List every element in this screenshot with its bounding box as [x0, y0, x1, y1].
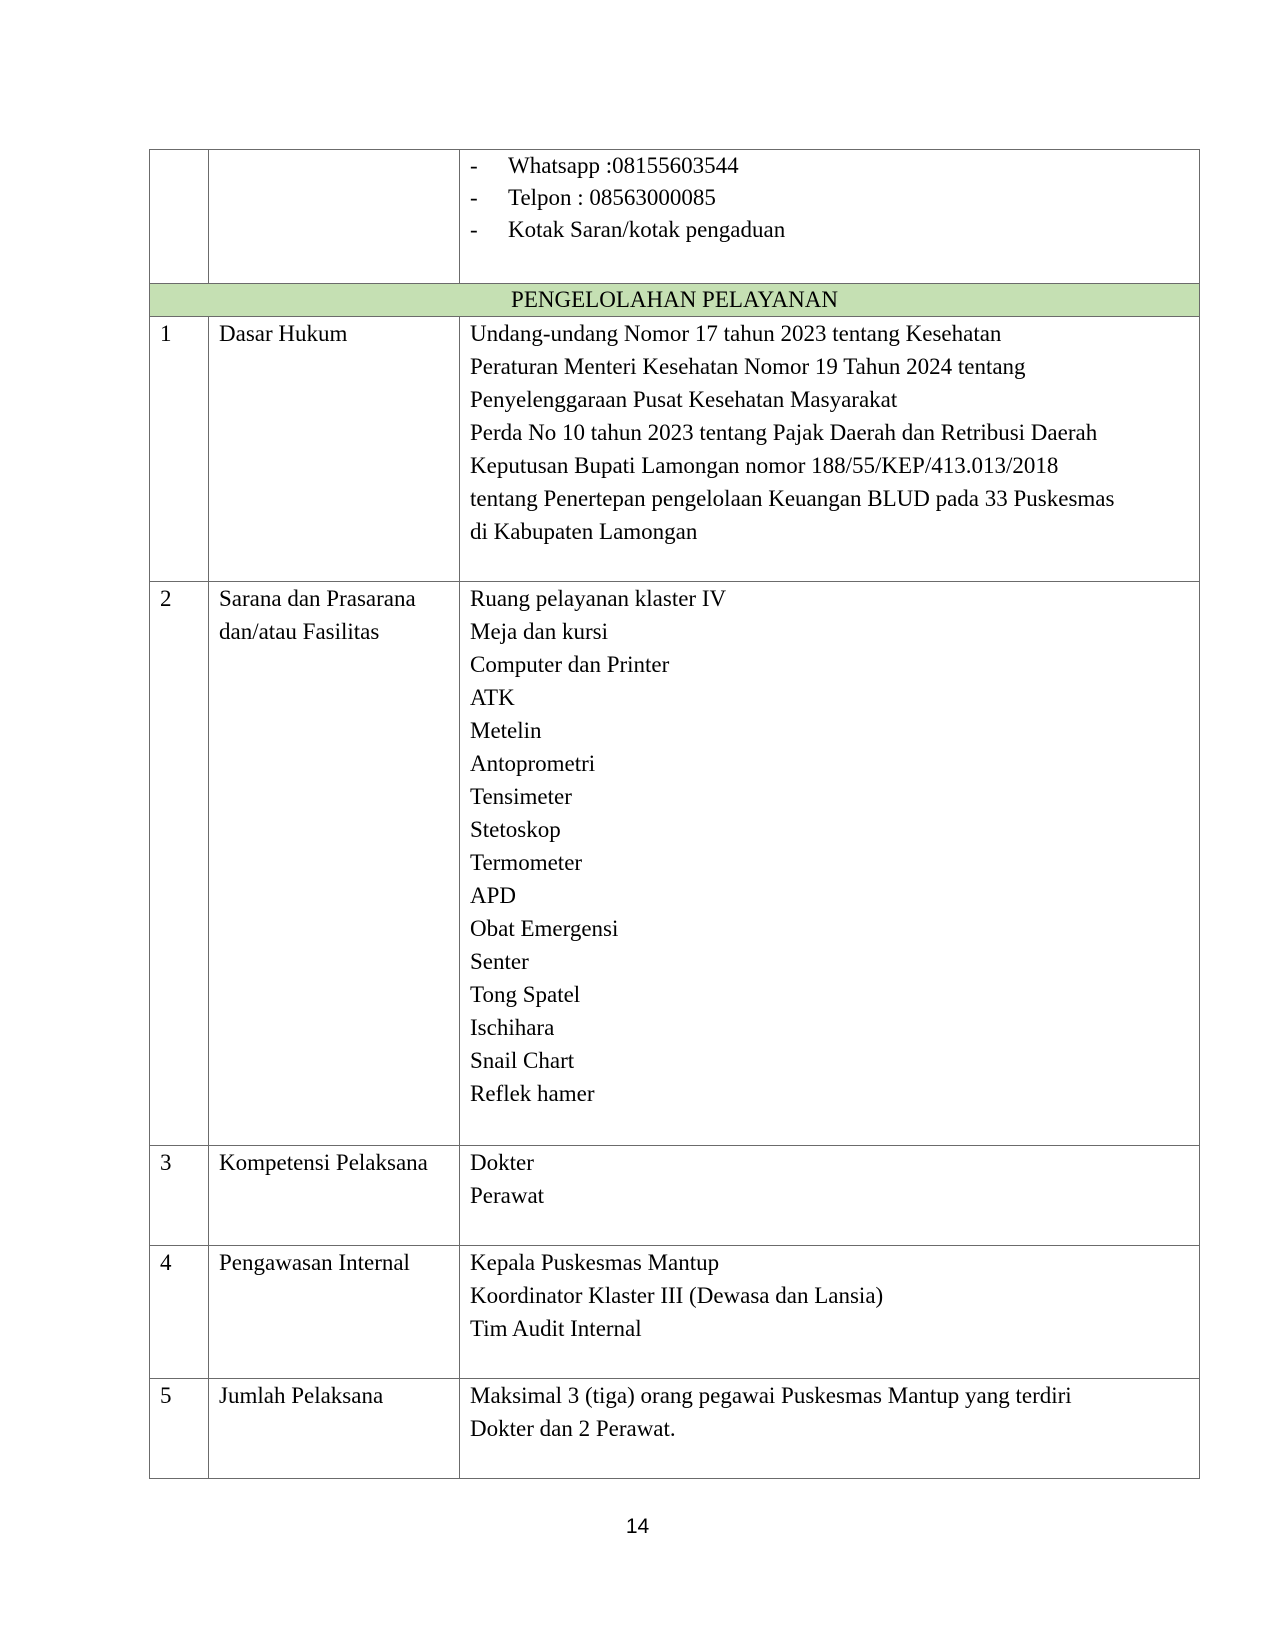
- content-line: Kepala Puskesmas Mantup: [470, 1250, 720, 1275]
- row-label: Jumlah Pelaksana: [209, 1379, 460, 1479]
- row-number: 5: [150, 1379, 209, 1479]
- content-line: tentang Penertepan pengelolaan Keuangan BLUD pada 33 Puskesmas: [470, 486, 1115, 511]
- cell-no: [150, 150, 209, 284]
- content-line: Snail Chart: [470, 1048, 575, 1073]
- content-line: Dokter: [470, 1150, 534, 1175]
- row-label: Dasar Hukum: [209, 317, 460, 582]
- cell-content: [460, 150, 1200, 284]
- contact-item: - Kotak Saran/kotak pengaduan: [460, 214, 1189, 246]
- contact-item: - Whatsapp :08155603544: [460, 150, 1189, 182]
- content-line: Penyelenggaraan Pusat Kesehatan Masyarakat: [470, 387, 898, 412]
- content-line: Tensimeter: [470, 784, 572, 809]
- content-line: Keputusan Bupati Lamongan nomor 188/55/KEP/413.013/2018: [470, 453, 1059, 478]
- content-line: Undang-undang Nomor 17 tahun 2023 tentang Kesehatan: [470, 321, 1002, 346]
- label-line: Sarana dan Prasarana: [219, 586, 416, 611]
- content-line: Koordinator Klaster III (Dewasa dan Lansia): [470, 1283, 884, 1308]
- content-line: di Kabupaten Lamongan: [470, 519, 698, 544]
- table-row: [150, 1379, 1200, 1479]
- table-row: [150, 1146, 1200, 1246]
- row-label: [209, 582, 460, 1146]
- row-content: [460, 1246, 1200, 1379]
- row-label: Pengawasan Internal: [209, 1246, 460, 1379]
- content-line: Computer dan Printer: [470, 652, 670, 677]
- content-line: Termometer: [470, 850, 583, 875]
- content-line: Reflek hamer: [470, 1081, 595, 1106]
- row-label: Kompetensi Pelaksana: [209, 1146, 460, 1246]
- row-number: 3: [150, 1146, 209, 1246]
- content-line: Peraturan Menteri Kesehatan Nomor 19 Tahun 2024 tentang: [470, 354, 1026, 379]
- content-line: Obat Emergensi: [470, 916, 619, 941]
- contact-item: - Telpon : 08563000085: [460, 182, 1189, 214]
- page-number: 14: [625, 1515, 650, 1538]
- label-line: dan/atau Fasilitas: [219, 619, 380, 644]
- table-row-contact: [150, 150, 1200, 284]
- row-number: 2: [150, 582, 209, 1146]
- content-line: APD: [470, 883, 517, 908]
- row-content: [460, 582, 1200, 1146]
- table-row: [150, 317, 1200, 582]
- row-content: [460, 1146, 1200, 1246]
- content-line: Perda No 10 tahun 2023 tentang Pajak Daerah dan Retribusi Daerah: [470, 420, 1098, 445]
- table-row: [150, 1246, 1200, 1379]
- row-number: 4: [150, 1246, 209, 1379]
- content-line: Antoprometri: [470, 751, 596, 776]
- content-line: Ischihara: [470, 1015, 555, 1040]
- content-line: Ruang pelayanan klaster IV: [470, 586, 727, 611]
- content-line: Stetoskop: [470, 817, 561, 842]
- content-line: Senter: [470, 949, 529, 974]
- row-content: [460, 1379, 1200, 1479]
- table-row: [150, 582, 1200, 1146]
- content-line: Dokter dan 2 Perawat.: [470, 1416, 676, 1441]
- row-content: [460, 317, 1200, 582]
- cell-label: [209, 150, 460, 284]
- content-line: Tim Audit Internal: [470, 1316, 642, 1341]
- contact-list: [460, 150, 1189, 246]
- service-standard-table: [149, 149, 1200, 1479]
- content-line: Maksimal 3 (tiga) orang pegawai Puskesmas Mantup yang terdiri: [470, 1383, 1072, 1408]
- content-line: Metelin: [470, 718, 542, 743]
- content-line: Meja dan kursi: [470, 619, 608, 644]
- content-line: ATK: [470, 685, 515, 710]
- content-line: Tong Spatel: [470, 982, 581, 1007]
- content-line: Perawat: [470, 1183, 545, 1208]
- section-title: PENGELOLAHAN PELAYANAN: [150, 284, 1200, 317]
- section-header-row: [150, 284, 1200, 317]
- row-number: 1: [150, 317, 209, 582]
